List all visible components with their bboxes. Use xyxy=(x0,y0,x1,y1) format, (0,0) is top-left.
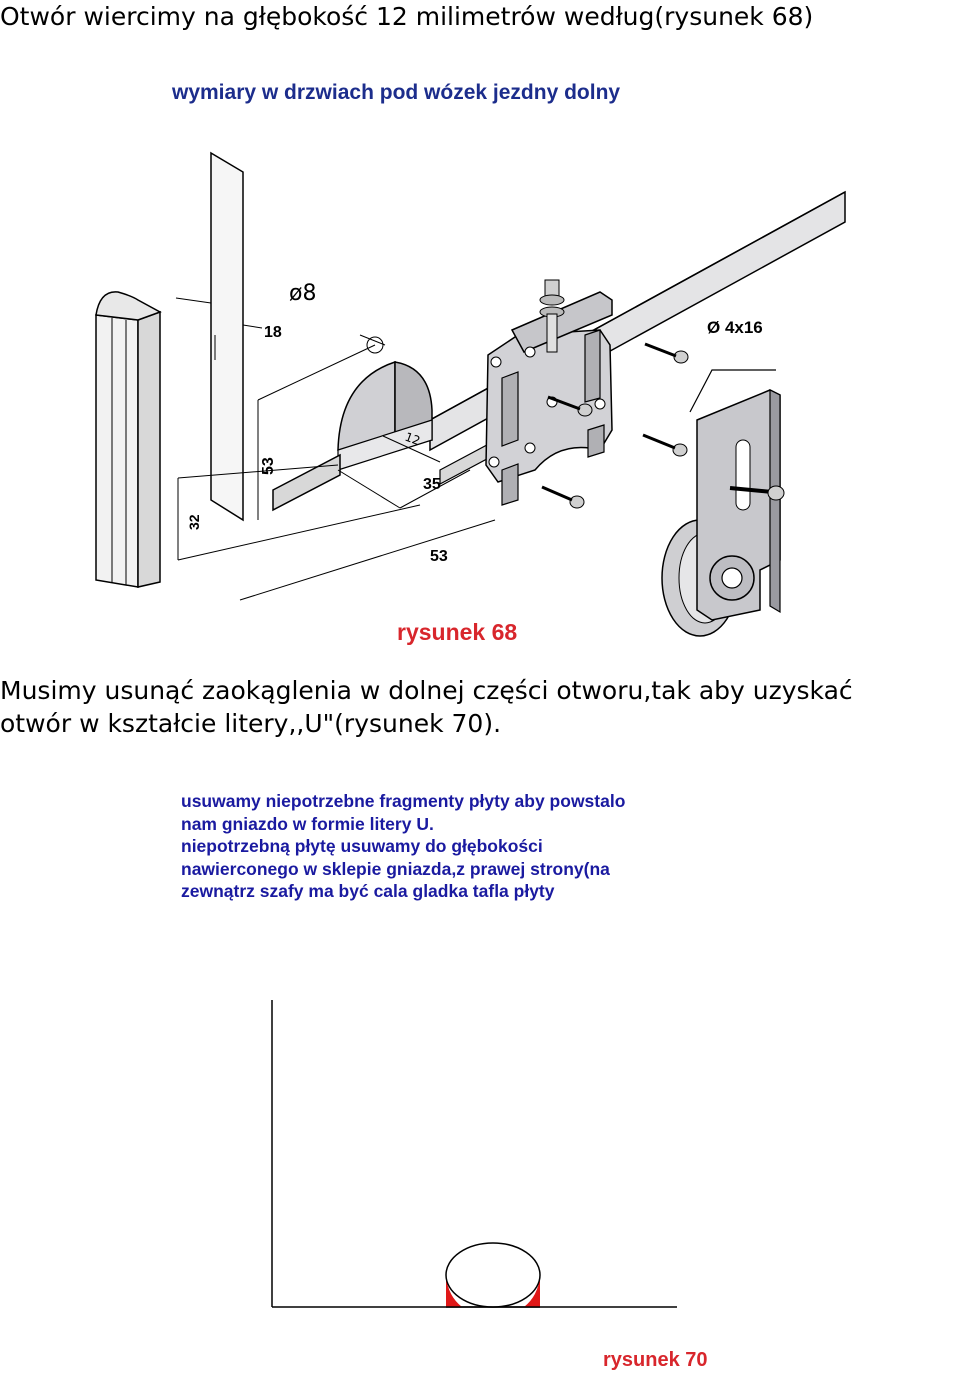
profile-left xyxy=(96,292,160,587)
paragraph-line-1: Musimy usunąć zaokąglenia w dolnej części otworu,tak aby uzyskać xyxy=(0,676,853,705)
page-heading: Otwór wiercimy na głębokość 12 milimetrów według(rysunek 68) xyxy=(0,2,814,31)
cut-area-right xyxy=(524,1276,540,1307)
figure-68-title: wymiary w drzwiach pod wózek jezdny dolny xyxy=(172,81,621,104)
note-line-1: usuwamy niepotrzebne fragmenty płyty aby powstalo xyxy=(181,791,626,811)
figure-68 xyxy=(0,0,960,660)
dim-32: 32 xyxy=(186,514,202,530)
note-line-4: nawierconego w sklepie gniazda,z prawej strony(na xyxy=(181,858,610,879)
dim-18: 18 xyxy=(264,324,282,341)
note-line-2: nam gniazdo w formie litery U. xyxy=(181,813,434,834)
figure-70-note xyxy=(181,790,625,903)
figure-70-caption: rysunek 70 xyxy=(603,1349,708,1371)
roller-assembly xyxy=(662,370,784,636)
figure-68-caption: rysunek 68 xyxy=(397,619,518,645)
hole-cutout xyxy=(338,362,432,470)
cut-area-left xyxy=(446,1276,462,1307)
instruction-paragraph xyxy=(0,674,853,740)
note-line-5: zewnątrz szafy ma być cala gladka tafla płyty xyxy=(181,881,555,901)
note-line-3: niepotrzebną płytę usuwamy do głębokości xyxy=(181,836,543,856)
dim-screws: Ø 4x16 xyxy=(707,318,763,337)
drilled-hole xyxy=(446,1243,540,1307)
dim-12: 12 xyxy=(402,429,423,449)
dim-53-horizontal: 53 xyxy=(430,548,448,565)
paragraph-line-2: otwór w kształcie litery,,U"(rysunek 70). xyxy=(0,709,502,738)
dim-53-vertical: 53 xyxy=(260,457,277,475)
lower-bar xyxy=(273,455,340,510)
dim-hole: ø8 xyxy=(289,281,317,306)
door-panel xyxy=(211,153,243,520)
dim-35: 35 xyxy=(423,476,441,493)
